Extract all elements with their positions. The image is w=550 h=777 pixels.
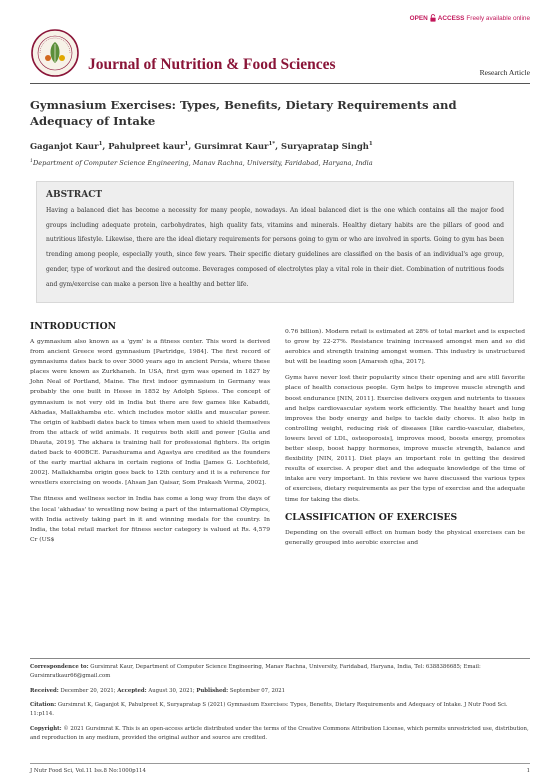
affiliation-text: Department of Computer Science Engineering, Manav Rachna, University, Faridabad, Haryana, India [32,159,373,168]
received-label: Received: [30,687,59,694]
classification-heading: CLASSIFICATION OF EXERCISES [285,511,458,523]
citation-note [30,701,530,719]
author-name: Gaganjot Kaur [30,141,99,151]
correspondence-label: Correspondence to: [30,664,89,670]
author-affiliation-mark: 1 [368,141,373,148]
freely-available-label: Freely available online [466,14,530,22]
published-date: September 07, 2021 [229,687,286,694]
open-access-banner [410,14,530,22]
received-date: December 20, 2021; [60,687,116,694]
author-affiliation-mark: 1* [268,141,276,148]
page-number: 1 [526,768,530,774]
author-name: Pahulpreet kaur [108,141,185,151]
correspondence-text: Gursimrat Kaur, Department of Computer Science Engineering, Manav Rachna, University, Faridabad, Haryana, India, Tel: 6388386685; Email: Gursimratkaur66@gmail.com [30,664,481,679]
author-name: Gursimrat Kaur [194,141,269,151]
accepted-label: Accepted: [117,687,147,694]
body-paragraph: A gymnasium also known as a 'gym' is a fitness center. This word is derived from ancient Greece word gymnasium [Partridge, 1984]. The first record of gymnasiums dates back to over 3000 years ago in ancient Persia, where these places were known as Zurkhaneh. In USA, first gym was opened in 1827 by John Neal of Portland, Maine. The first indoor gymnasium in Germany was probably the one built in Hesse in 1852 by Adolph Spiess. The concept of gymnasium is not very old in India but there are few games like Kabaddi, Akhadas, Mallakhamba etc. which includes motor skills and muscular power. The origin of kabbadi dates back to times when men used to shield themselves from the attack of wild animals. It requires both skill and power [Gulia and Dhauta, 2019]. The akhara is training hall for professional fighters. Its origin dated back to 400BCE. Parashurama and Agastya are credited as the founders of the early martial akhara in certain regions of India [James G. Lochtefeld, 2002]. Mallakhamba origin goes back to 12th century and it is a reference for wrestlers exercising on woods. [Ahsan Jan Qaisar, Som Prakash Verma, 2002]. [30,338,270,487]
correspondence-note [30,663,530,681]
copyright-note [30,725,530,743]
dates-note [30,687,530,696]
abstract-text: Having a balanced diet has become a necessity for many people, nowadays. An ideal balanced diet is the one which contains all the major food groups including adequate protein, carbohydrates, high quality fats, vitamins and minerals. Healthy dietary habits are the pillars of good and nutritious lifestyle. Likewise, there are the ideal dietary requirements for persons going to gym or who are involved in sports. Going to gym has been trending among people, especially youth, since few years. Their specific dietary guidelines are classified on the basis of an individual's age group, gender, type of workout and the desired outcome. Beverages composed of electrolytes play a vital role in their diet. Combination of nutritious foods and gym/exercise can make a person live a healthy and better life. [46,207,504,288]
body-paragraph: Depending on the overall effect on human body the physical exercises can be generally grouped into aerobic exercise and [285,528,525,546]
article-title: Gymnasium Exercises: Types, Benefits, Dietary Requirements and Adequacy of Intake [30,98,457,128]
article-footnotes [30,658,530,748]
journal-header [30,24,530,82]
journal-seal-icon [30,28,80,78]
copyright-text: © 2021 Gursimrat K. This is an open-access article distributed under the terms of the Creative Commons Attribution License, which permits unrestricted use, distribution, and reproduction in any medium, provided the original author and source are credited. [30,725,529,741]
author-affiliation-mark: 1 [98,141,103,148]
citation-label: Citation: [30,702,57,708]
introduction-heading: INTRODUCTION [30,321,116,332]
journal-citation-line: J Nutr Food Sci, Vol.11 Iss.8 No:1000p114 [30,768,146,774]
body-paragraph: 0.76 billion). Modern retail is estimated at 28% of total market and is expected to grow by 22-27%. Resistance training increased amongst men and so did aerobics and strength training amongst women. This industry is unstructured but will be leading soon [Amaresh ojha, 2017]. [285,328,525,366]
footnote-divider [30,658,530,659]
citation-text: Gursimrat K, Gaganjot K, Pahulpreet K, Suryapratap S (2021) Gymnasium Exercises: Types, Benefits, Dietary Requirements and Adequacy of Intake. J Nutr Food Sci. 11:p114. [30,702,508,717]
abstract-box [36,181,514,303]
body-column-right [285,327,525,554]
affiliation [30,159,520,167]
access-label: ACCESS [437,14,465,22]
open-lock-icon [430,14,436,22]
article-type: Research Article [479,68,530,77]
affiliation-mark: 1 [30,159,33,164]
body-paragraph: Gyms have never lost their popularity since their opening and are still favorite place of health conscious people. Gym helps to improve muscle strength and boost endurance [NIN, 2011]. Exercise delivers oxygen and nutrients to tissues and helps cardiovascular system work efficiently. The healthy heart and lung improves the body energy and helps to tackle daily chores. It also help in controlling weight, reducing risk of diseases [like cardio-vascular, diabetes, lowers level of LDL, osteoporosis], improves mood, boosts energy, promotes better sleep, boost happy hormones, improve muscle strength, balance and flexibility [NIN, 2011]. Diet plays an important role in getting the desired results of exercise. A proper diet and the adequate knowledge of the time of intake are very important. In this review we have discussed the various types of exercises, dietary requirements as per the type of exercise and the adequate time for taking the diets. [285,374,525,503]
open-label: OPEN [409,14,428,22]
copyright-label: Copyright: [30,725,62,732]
journal-title: Journal of Nutrition & Food Sciences [88,56,336,73]
accepted-date: August 30, 2021; [148,687,195,694]
page-footer [30,763,530,774]
published-label: Published: [196,687,229,694]
author-name: Suryapratap Singh [281,141,369,151]
author-affiliation-mark: 1 [184,141,189,148]
body-column-left [30,320,270,551]
author-list: Gaganjot Kaur$^1$, Pahulpreet kaur$^1$, Gursimrat Kaur$^{1*}$, Suryapratap Singh$^1$ [30,141,373,151]
body-paragraph: The fitness and wellness sector in India has come a long way from the days of the local 'akhadas' to wrestling now being a part of the international Olympics, with India actively taking part in it and winning medals for the country. In India, the total retail market for fitness sector category is valued at Rs. 4,579 Cr (US$ [30,495,270,543]
abstract-heading: ABSTRACT [46,190,103,200]
header-divider [30,83,530,84]
